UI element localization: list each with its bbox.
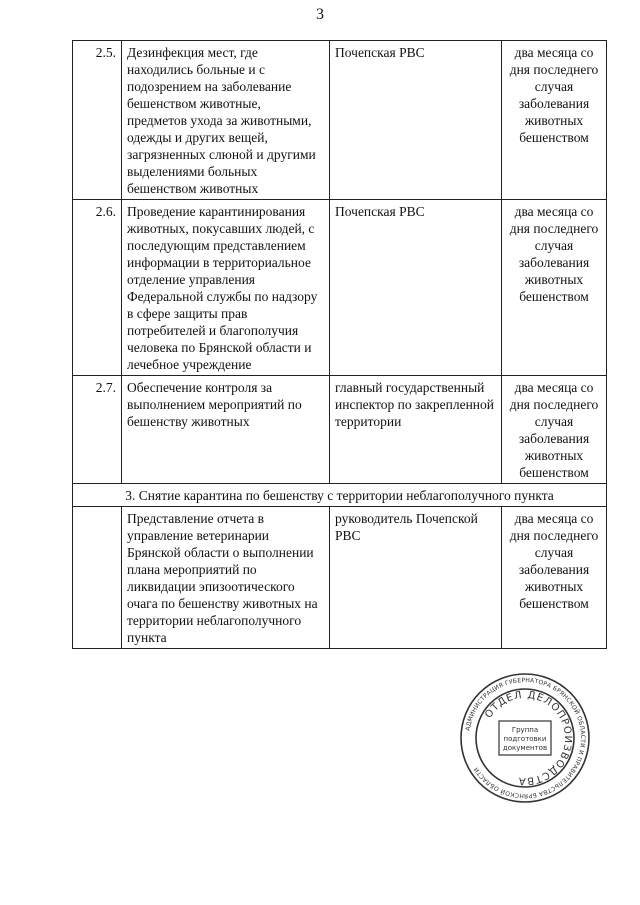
table-row [73,41,607,200]
row-deadline: два месяца со дня последнего случая заболевания животных бешенством [502,507,607,649]
row-number: 2.7. [73,376,122,484]
page-number: 3 [316,6,324,23]
row-number [73,507,122,649]
stamp-seal [459,672,591,804]
row-number: 2.5. [73,41,122,200]
document-table [72,40,607,649]
row-deadline: два месяца со дня последнего случая заболевания животных бешенством [502,41,607,200]
row-responsible: главный государственный инспектор по закрепленной территории [330,376,502,484]
row-number: 2.6. [73,200,122,376]
row-measure: Проведение карантинирования животных, покусавших людей, с последующим представлением информации в территориальное отделение управления Федеральной службы по надзору в сфере защиты прав потребителей и благополучия человека по Брянской области и лечебное учреждение [122,200,330,376]
stamp-center-line: подготовки [503,735,547,743]
table-row [73,507,607,649]
row-responsible: Почепская РВС [330,41,502,200]
stamp-outer-text: АДМИНИСТРАЦИЯ ГУБЕРНАТОРА БРЯНСКОЙ ОБЛАСТИ И ПРАВИТЕЛЬСТВА БРЯНСКОЙ ОБЛАСТИ [464,676,587,800]
row-responsible: руководитель Почепской РВС [330,507,502,649]
stamp-inner-text: ОТДЕЛ ДЕЛОПРОИЗВОДСТВА [483,689,574,787]
row-measure: Обеспечение контроля за выполнением мероприятий по бешенству животных [122,376,330,484]
row-deadline: два месяца со дня последнего случая заболевания животных бешенством [502,376,607,484]
row-responsible: Почепская РВС [330,200,502,376]
table-row [73,376,607,484]
row-measure: Дезинфекция мест, где находились больные и с подозрением на заболевание бешенством животные, предметов ухода за животными, одежды и других вещей, загрязненных слюной и другими выделениями больных бешенством животных [122,41,330,200]
row-deadline: два месяца со дня последнего случая заболевания животных бешенством [502,200,607,376]
table-row [73,200,607,376]
stamp-center-line: Группа [511,726,539,734]
stamp-center-line: документов [502,744,548,752]
row-measure: Представление отчета в управление ветеринарии Брянской области о выполнении плана мероприятий по ликвидации эпизоотического очага по бешенству животных на территории неблагополучного пункта [122,507,330,649]
section-row [73,484,607,507]
section-heading: 3. Снятие карантина по бешенству с территории неблагополучного пункта [73,484,607,507]
